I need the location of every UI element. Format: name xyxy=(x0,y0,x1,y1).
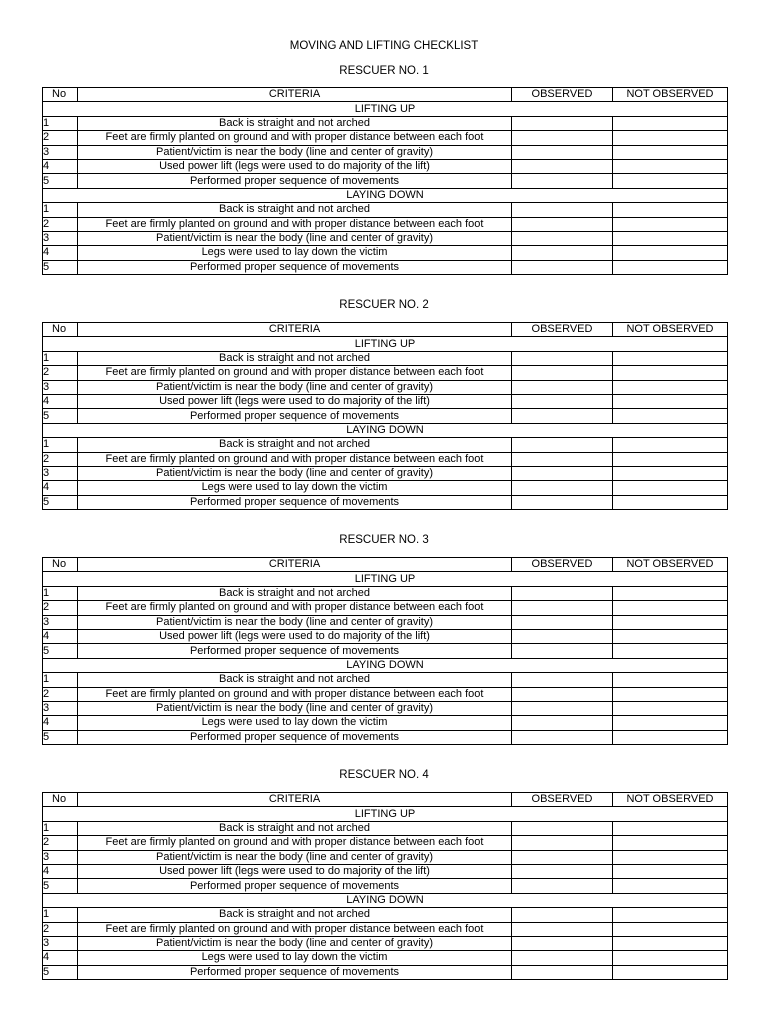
item-number: 3 xyxy=(43,936,78,950)
observed-cell[interactable] xyxy=(512,495,613,509)
not-observed-cell[interactable] xyxy=(613,366,728,380)
item-number: 2 xyxy=(43,366,78,380)
observed-cell[interactable] xyxy=(512,922,613,936)
observed-cell[interactable] xyxy=(512,936,613,950)
table-row xyxy=(43,231,728,245)
item-criteria: Feet are firmly planted on ground and with proper distance between each foot xyxy=(78,922,512,936)
item-criteria: Patient/victim is near the body (line and center of gravity) xyxy=(78,145,512,159)
not-observed-cell[interactable] xyxy=(613,864,728,878)
item-criteria: Patient/victim is near the body (line and center of gravity) xyxy=(78,936,512,950)
header-not-observed: NOT OBSERVED xyxy=(613,88,728,102)
table-row xyxy=(43,936,728,950)
item-number: 2 xyxy=(43,601,78,615)
not-observed-cell[interactable] xyxy=(613,615,728,629)
item-number: 3 xyxy=(43,615,78,629)
not-observed-cell[interactable] xyxy=(613,850,728,864)
observed-cell[interactable] xyxy=(512,409,613,423)
not-observed-cell[interactable] xyxy=(613,821,728,835)
section-title: RESCUER NO. 1 xyxy=(339,65,429,77)
item-number: 2 xyxy=(43,131,78,145)
item-number: 1 xyxy=(43,821,78,835)
item-number: 1 xyxy=(43,203,78,217)
checklist-table xyxy=(42,557,728,745)
not-observed-cell[interactable] xyxy=(613,246,728,260)
item-number: 1 xyxy=(43,351,78,365)
item-criteria: Performed proper sequence of movements xyxy=(78,879,512,893)
not-observed-cell[interactable] xyxy=(613,716,728,730)
item-criteria: Back is straight and not arched xyxy=(78,438,512,452)
not-observed-cell[interactable] xyxy=(613,203,728,217)
item-criteria: Performed proper sequence of movements xyxy=(78,260,512,274)
observed-cell[interactable] xyxy=(512,438,613,452)
not-observed-cell[interactable] xyxy=(613,644,728,658)
checklist-table xyxy=(42,87,728,275)
observed-cell[interactable] xyxy=(512,394,613,408)
table-row xyxy=(43,836,728,850)
item-number: 5 xyxy=(43,965,78,979)
table-row xyxy=(43,965,728,979)
observed-cell[interactable] xyxy=(512,159,613,173)
observed-cell[interactable] xyxy=(512,864,613,878)
header-observed: OBSERVED xyxy=(512,793,613,807)
table-row xyxy=(43,452,728,466)
item-number: 3 xyxy=(43,701,78,715)
item-number: 4 xyxy=(43,864,78,878)
item-criteria: Back is straight and not arched xyxy=(78,351,512,365)
table-row xyxy=(43,351,728,365)
table-row xyxy=(43,116,728,130)
group-row xyxy=(43,658,728,672)
item-criteria: Patient/victim is near the body (line and center of gravity) xyxy=(78,380,512,394)
item-criteria: Patient/victim is near the body (line and center of gravity) xyxy=(78,701,512,715)
section-title: RESCUER NO. 4 xyxy=(339,769,429,781)
item-number: 4 xyxy=(43,629,78,643)
item-number: 1 xyxy=(43,586,78,600)
observed-cell[interactable] xyxy=(512,730,613,744)
item-number: 5 xyxy=(43,409,78,423)
item-number: 3 xyxy=(43,380,78,394)
group-label: LIFTING UP xyxy=(43,337,728,351)
not-observed-cell[interactable] xyxy=(613,231,728,245)
observed-cell[interactable] xyxy=(512,116,613,130)
not-observed-cell[interactable] xyxy=(613,586,728,600)
group-row xyxy=(43,337,728,351)
table-row xyxy=(43,380,728,394)
table-row xyxy=(43,908,728,922)
table-row xyxy=(43,716,728,730)
item-criteria: Legs were used to lay down the victim xyxy=(78,951,512,965)
not-observed-cell[interactable] xyxy=(613,601,728,615)
item-number: 4 xyxy=(43,716,78,730)
table-row xyxy=(43,922,728,936)
observed-cell[interactable] xyxy=(512,850,613,864)
item-number: 2 xyxy=(43,922,78,936)
not-observed-cell[interactable] xyxy=(613,217,728,231)
group-label: LAYING DOWN xyxy=(43,658,728,672)
observed-cell[interactable] xyxy=(512,231,613,245)
item-number: 1 xyxy=(43,438,78,452)
table-row xyxy=(43,217,728,231)
item-number: 4 xyxy=(43,159,78,173)
not-observed-cell[interactable] xyxy=(613,701,728,715)
item-number: 2 xyxy=(43,687,78,701)
item-number: 5 xyxy=(43,730,78,744)
table-row xyxy=(43,145,728,159)
observed-cell[interactable] xyxy=(512,145,613,159)
group-label: LIFTING UP xyxy=(43,102,728,116)
observed-cell[interactable] xyxy=(512,879,613,893)
not-observed-cell[interactable] xyxy=(613,131,728,145)
table-row xyxy=(43,174,728,188)
item-number: 3 xyxy=(43,231,78,245)
checklist-table xyxy=(42,792,728,980)
item-number: 4 xyxy=(43,481,78,495)
observed-cell[interactable] xyxy=(512,644,613,658)
not-observed-cell[interactable] xyxy=(613,466,728,480)
item-criteria: Back is straight and not arched xyxy=(78,586,512,600)
table-row xyxy=(43,495,728,509)
observed-cell[interactable] xyxy=(512,615,613,629)
not-observed-cell[interactable] xyxy=(613,394,728,408)
group-row xyxy=(43,572,728,586)
not-observed-cell[interactable] xyxy=(613,922,728,936)
observed-cell[interactable] xyxy=(512,951,613,965)
not-observed-cell[interactable] xyxy=(613,409,728,423)
observed-cell[interactable] xyxy=(512,217,613,231)
table-row xyxy=(43,203,728,217)
observed-cell[interactable] xyxy=(512,673,613,687)
item-number: 3 xyxy=(43,145,78,159)
section-title: RESCUER NO. 2 xyxy=(339,299,429,311)
item-criteria: Patient/victim is near the body (line and center of gravity) xyxy=(78,850,512,864)
table-row xyxy=(43,629,728,643)
not-observed-cell[interactable] xyxy=(613,174,728,188)
table-row xyxy=(43,951,728,965)
item-criteria: Feet are firmly planted on ground and with proper distance between each foot xyxy=(78,601,512,615)
table-row xyxy=(43,701,728,715)
item-number: 5 xyxy=(43,644,78,658)
table-row xyxy=(43,644,728,658)
item-criteria: Performed proper sequence of movements xyxy=(78,495,512,509)
observed-cell[interactable] xyxy=(512,452,613,466)
header-no: No xyxy=(43,793,78,807)
not-observed-cell[interactable] xyxy=(613,629,728,643)
table-row xyxy=(43,246,728,260)
item-criteria: Back is straight and not arched xyxy=(78,673,512,687)
table-row xyxy=(43,260,728,274)
item-number: 5 xyxy=(43,174,78,188)
item-number: 4 xyxy=(43,246,78,260)
observed-cell[interactable] xyxy=(512,701,613,715)
item-criteria: Patient/victim is near the body (line and center of gravity) xyxy=(78,615,512,629)
table-row xyxy=(43,466,728,480)
table-row xyxy=(43,159,728,173)
table-row xyxy=(43,438,728,452)
header-not-observed: NOT OBSERVED xyxy=(613,323,728,337)
item-number: 4 xyxy=(43,394,78,408)
header-observed: OBSERVED xyxy=(512,323,613,337)
group-row xyxy=(43,423,728,437)
section-title: RESCUER NO. 3 xyxy=(339,534,429,546)
table-row xyxy=(43,821,728,835)
not-observed-cell[interactable] xyxy=(613,159,728,173)
item-number: 5 xyxy=(43,495,78,509)
group-row xyxy=(43,893,728,907)
item-criteria: Back is straight and not arched xyxy=(78,908,512,922)
item-number: 2 xyxy=(43,217,78,231)
item-criteria: Feet are firmly planted on ground and with proper distance between each foot xyxy=(78,217,512,231)
not-observed-cell[interactable] xyxy=(613,452,728,466)
header-criteria: CRITERIA xyxy=(78,558,512,572)
not-observed-cell[interactable] xyxy=(613,481,728,495)
item-number: 5 xyxy=(43,260,78,274)
observed-cell[interactable] xyxy=(512,965,613,979)
group-row xyxy=(43,188,728,202)
observed-cell[interactable] xyxy=(512,836,613,850)
header-observed: OBSERVED xyxy=(512,88,613,102)
item-criteria: Feet are firmly planted on ground and with proper distance between each foot xyxy=(78,687,512,701)
not-observed-cell[interactable] xyxy=(613,965,728,979)
item-criteria: Used power lift (legs were used to do majority of the lift) xyxy=(78,394,512,408)
group-label: LAYING DOWN xyxy=(43,893,728,907)
item-number: 1 xyxy=(43,116,78,130)
checklist-table xyxy=(42,322,728,510)
table-header-row xyxy=(43,558,728,572)
item-criteria: Back is straight and not arched xyxy=(78,203,512,217)
header-no: No xyxy=(43,558,78,572)
observed-cell[interactable] xyxy=(512,629,613,643)
observed-cell[interactable] xyxy=(512,380,613,394)
item-criteria: Used power lift (legs were used to do majority of the lift) xyxy=(78,159,512,173)
item-criteria: Back is straight and not arched xyxy=(78,821,512,835)
item-criteria: Legs were used to lay down the victim xyxy=(78,716,512,730)
not-observed-cell[interactable] xyxy=(613,145,728,159)
table-row xyxy=(43,131,728,145)
table-row xyxy=(43,409,728,423)
not-observed-cell[interactable] xyxy=(613,879,728,893)
observed-cell[interactable] xyxy=(512,716,613,730)
observed-cell[interactable] xyxy=(512,174,613,188)
item-criteria: Used power lift (legs were used to do majority of the lift) xyxy=(78,629,512,643)
observed-cell[interactable] xyxy=(512,466,613,480)
not-observed-cell[interactable] xyxy=(613,351,728,365)
not-observed-cell[interactable] xyxy=(613,260,728,274)
observed-cell[interactable] xyxy=(512,131,613,145)
not-observed-cell[interactable] xyxy=(613,380,728,394)
not-observed-cell[interactable] xyxy=(613,730,728,744)
not-observed-cell[interactable] xyxy=(613,687,728,701)
observed-cell[interactable] xyxy=(512,203,613,217)
header-criteria: CRITERIA xyxy=(78,88,512,102)
observed-cell[interactable] xyxy=(512,260,613,274)
not-observed-cell[interactable] xyxy=(613,951,728,965)
item-criteria: Legs were used to lay down the victim xyxy=(78,481,512,495)
observed-cell[interactable] xyxy=(512,351,613,365)
group-label: LAYING DOWN xyxy=(43,423,728,437)
item-number: 5 xyxy=(43,879,78,893)
header-not-observed: NOT OBSERVED xyxy=(613,793,728,807)
table-row xyxy=(43,615,728,629)
item-number: 3 xyxy=(43,466,78,480)
table-row xyxy=(43,673,728,687)
observed-cell[interactable] xyxy=(512,246,613,260)
table-row xyxy=(43,850,728,864)
item-criteria: Used power lift (legs were used to do majority of the lift) xyxy=(78,864,512,878)
item-number: 2 xyxy=(43,836,78,850)
not-observed-cell[interactable] xyxy=(613,438,728,452)
table-row xyxy=(43,879,728,893)
table-row xyxy=(43,366,728,380)
table-header-row xyxy=(43,793,728,807)
page-title: MOVING AND LIFTING CHECKLIST xyxy=(289,40,479,52)
observed-cell[interactable] xyxy=(512,821,613,835)
not-observed-cell[interactable] xyxy=(613,116,728,130)
group-row xyxy=(43,807,728,821)
item-criteria: Feet are firmly planted on ground and with proper distance between each foot xyxy=(78,131,512,145)
item-criteria: Legs were used to lay down the victim xyxy=(78,246,512,260)
item-criteria: Back is straight and not arched xyxy=(78,116,512,130)
observed-cell[interactable] xyxy=(512,601,613,615)
header-criteria: CRITERIA xyxy=(78,793,512,807)
header-no: No xyxy=(43,88,78,102)
item-criteria: Performed proper sequence of movements xyxy=(78,644,512,658)
not-observed-cell[interactable] xyxy=(613,495,728,509)
header-not-observed: NOT OBSERVED xyxy=(613,558,728,572)
item-criteria: Feet are firmly planted on ground and with proper distance between each foot xyxy=(78,366,512,380)
table-row xyxy=(43,394,728,408)
table-row xyxy=(43,730,728,744)
table-row xyxy=(43,481,728,495)
group-row xyxy=(43,102,728,116)
item-criteria: Patient/victim is near the body (line and center of gravity) xyxy=(78,466,512,480)
not-observed-cell[interactable] xyxy=(613,936,728,950)
item-criteria: Feet are firmly planted on ground and with proper distance between each foot xyxy=(78,836,512,850)
item-number: 3 xyxy=(43,850,78,864)
header-observed: OBSERVED xyxy=(512,558,613,572)
table-header-row xyxy=(43,323,728,337)
header-criteria: CRITERIA xyxy=(78,323,512,337)
item-criteria: Feet are firmly planted on ground and with proper distance between each foot xyxy=(78,452,512,466)
not-observed-cell[interactable] xyxy=(613,673,728,687)
item-number: 2 xyxy=(43,452,78,466)
group-label: LAYING DOWN xyxy=(43,188,728,202)
item-criteria: Performed proper sequence of movements xyxy=(78,174,512,188)
group-label: LIFTING UP xyxy=(43,572,728,586)
item-criteria: Patient/victim is near the body (line and center of gravity) xyxy=(78,231,512,245)
item-number: 1 xyxy=(43,673,78,687)
table-row xyxy=(43,586,728,600)
table-row xyxy=(43,687,728,701)
group-label: LIFTING UP xyxy=(43,807,728,821)
table-row xyxy=(43,601,728,615)
table-header-row xyxy=(43,88,728,102)
observed-cell[interactable] xyxy=(512,586,613,600)
not-observed-cell[interactable] xyxy=(613,836,728,850)
item-number: 1 xyxy=(43,908,78,922)
observed-cell[interactable] xyxy=(512,366,613,380)
header-no: No xyxy=(43,323,78,337)
not-observed-cell[interactable] xyxy=(613,908,728,922)
observed-cell[interactable] xyxy=(512,908,613,922)
observed-cell[interactable] xyxy=(512,687,613,701)
item-number: 4 xyxy=(43,951,78,965)
observed-cell[interactable] xyxy=(512,481,613,495)
item-criteria: Performed proper sequence of movements xyxy=(78,965,512,979)
table-row xyxy=(43,864,728,878)
item-criteria: Performed proper sequence of movements xyxy=(78,409,512,423)
item-criteria: Performed proper sequence of movements xyxy=(78,730,512,744)
